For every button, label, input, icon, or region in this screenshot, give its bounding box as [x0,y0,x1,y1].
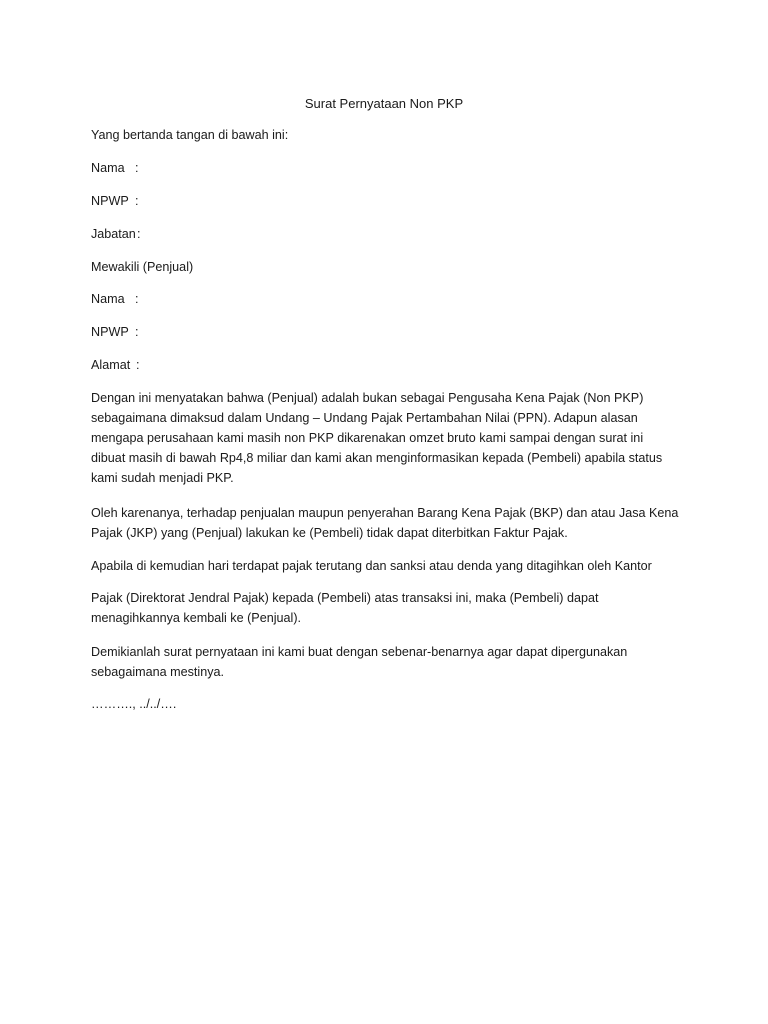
statement-paragraph [91,388,681,488]
paragraph-line: sebagaimana mestinya. [91,665,225,679]
paragraph-line: dibuat masih di bawah Rp4,8 miliar dan kami akan menginformasikan kepada (Pembeli) apabila status [91,451,663,465]
closing-paragraph [91,642,681,682]
intro-text: Yang bertanda tangan di bawah ini: [91,128,289,142]
field-colon: : [136,358,140,372]
paragraph-line: sebagaimana dimaksud dalam Undang – Undang Pajak Pertambahan Nilai (PPN). Adapun alasan [91,411,638,425]
paragraph-line: Oleh karenanya, terhadap penjualan maupun penyerahan Barang Kena Pajak (BKP) dan atau Jasa Kena [91,506,679,520]
paragraph-line: Pajak (JKP) yang (Penjual) lakukan ke (Pembeli) tidak dapat diterbitkan Faktur Pajak. [91,526,568,540]
paragraph-line: kami sudah menjadi PKP. [91,471,234,485]
company-address-field [91,358,140,372]
paragraph-line: menagihkannya kembali ke (Penjual). [91,611,302,625]
representing-text: Mewakili (Penjual) [91,260,194,274]
field-label: NPWP [91,194,129,208]
field-colon: : [135,161,139,175]
field-label: NPWP [91,325,129,339]
document-title: Surat Pernyataan Non PKP [304,96,464,111]
company-npwp-field [91,325,139,339]
paragraph-line: Dengan ini menyatakan bahwa (Penjual) adalah bukan sebagai Pengusaha Kena Pajak (Non PKP) [91,391,644,405]
field-label: Jabatan [91,227,136,241]
reclaim-paragraph [91,588,681,628]
place-date-line: ………., ../../…. [91,697,177,711]
field-colon: : [135,325,139,339]
paragraph-line: Demikianlah surat pernyataan ini kami buat dengan sebenar-benarnya agar dapat dipergunakan [91,645,628,659]
signer-npwp-field [91,194,139,208]
field-label: Nama [91,292,125,306]
field-colon: : [135,194,139,208]
field-label: Alamat [91,358,131,372]
field-label: Nama [91,161,125,175]
paragraph-line: Pajak (Direktorat Jendral Pajak) kepada (Pembeli) atas transaksi ini, maka (Pembeli) dapat [91,591,599,605]
field-colon: : [137,227,141,241]
consequence-paragraph [91,503,681,543]
signer-name-field [91,161,139,175]
paragraph-line: mengapa perusahaan kami masih non PKP dikarenakan omzet bruto kami sampai dengan surat ini [91,431,644,445]
tax-liability-paragraph [91,556,681,576]
company-name-field [91,292,139,306]
field-colon: : [135,292,139,306]
signer-position-field [91,227,141,241]
paragraph-line: Apabila di kemudian hari terdapat pajak terutang dan sanksi atau denda yang ditagihkan oleh Kantor [91,559,652,573]
